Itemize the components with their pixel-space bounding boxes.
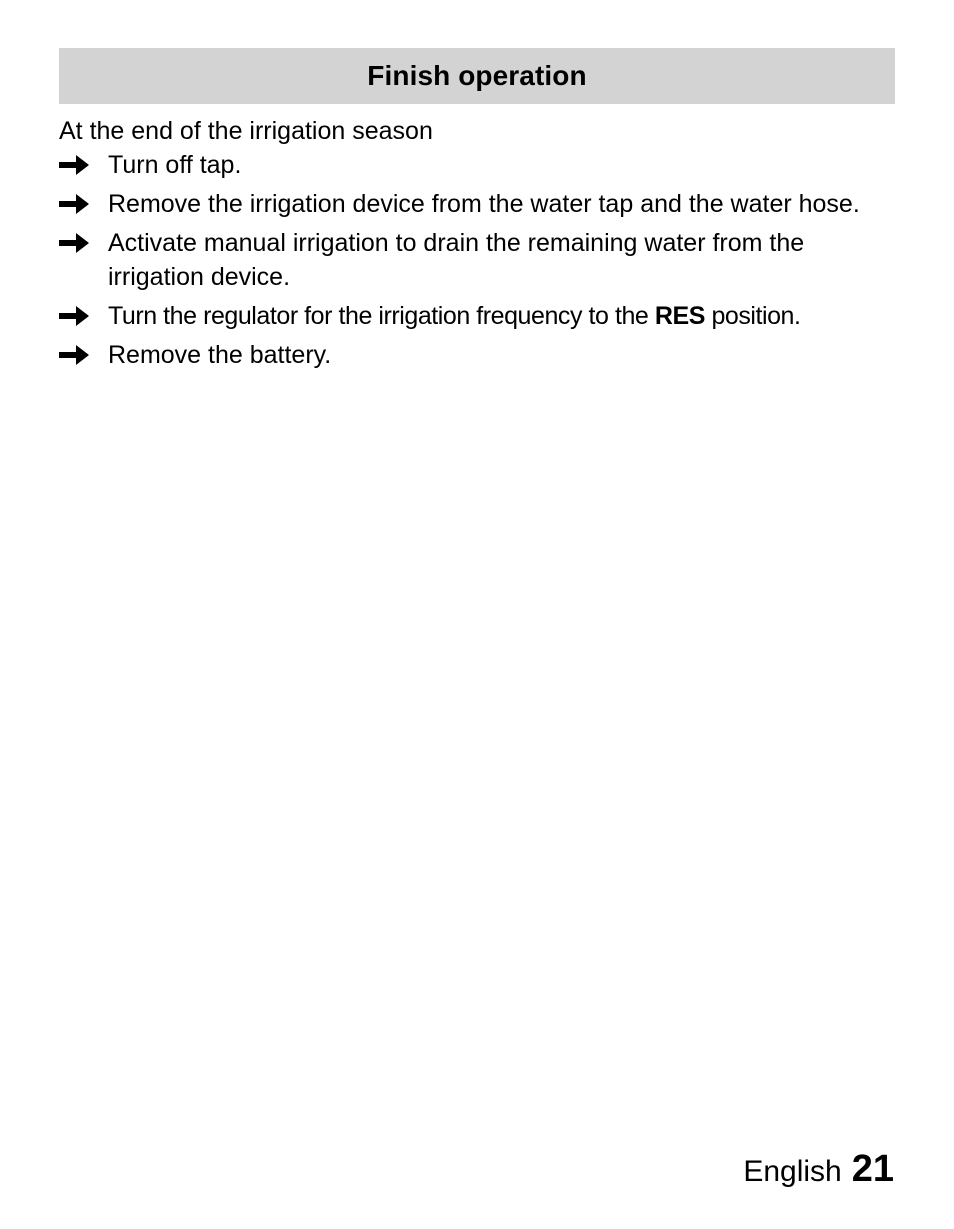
list-item xyxy=(59,226,895,294)
step-text: Turn off tap. xyxy=(108,151,242,179)
intro-text: At the end of the irrigation season xyxy=(59,117,433,145)
section-title: Finish operation xyxy=(367,60,587,91)
res-position-label: RES xyxy=(654,302,705,330)
arrow-right-icon xyxy=(59,187,108,221)
section-header xyxy=(59,48,895,104)
step-text xyxy=(108,299,895,333)
step-text: Activate manual irrigation to drain the remaining water from the irrigation device. xyxy=(108,229,805,291)
arrow-right-icon xyxy=(59,148,108,182)
step-text-before: Turn the regulator for the irrigation frequency to the xyxy=(108,302,649,330)
arrow-right-icon xyxy=(59,338,108,372)
arrow-right-icon xyxy=(59,299,108,333)
instruction-list xyxy=(59,148,895,377)
step-text: Remove the irrigation device from the water tap and the water hose. xyxy=(108,190,860,218)
list-item xyxy=(59,299,895,333)
page-footer xyxy=(743,1148,894,1191)
page-number: 21 xyxy=(851,1148,894,1190)
step-text-after: position. xyxy=(711,302,801,330)
list-item xyxy=(59,187,895,221)
list-item xyxy=(59,148,895,182)
arrow-right-icon xyxy=(59,226,108,260)
step-text: Remove the battery. xyxy=(108,341,332,369)
list-item xyxy=(59,338,895,372)
footer-language: English xyxy=(743,1155,842,1188)
